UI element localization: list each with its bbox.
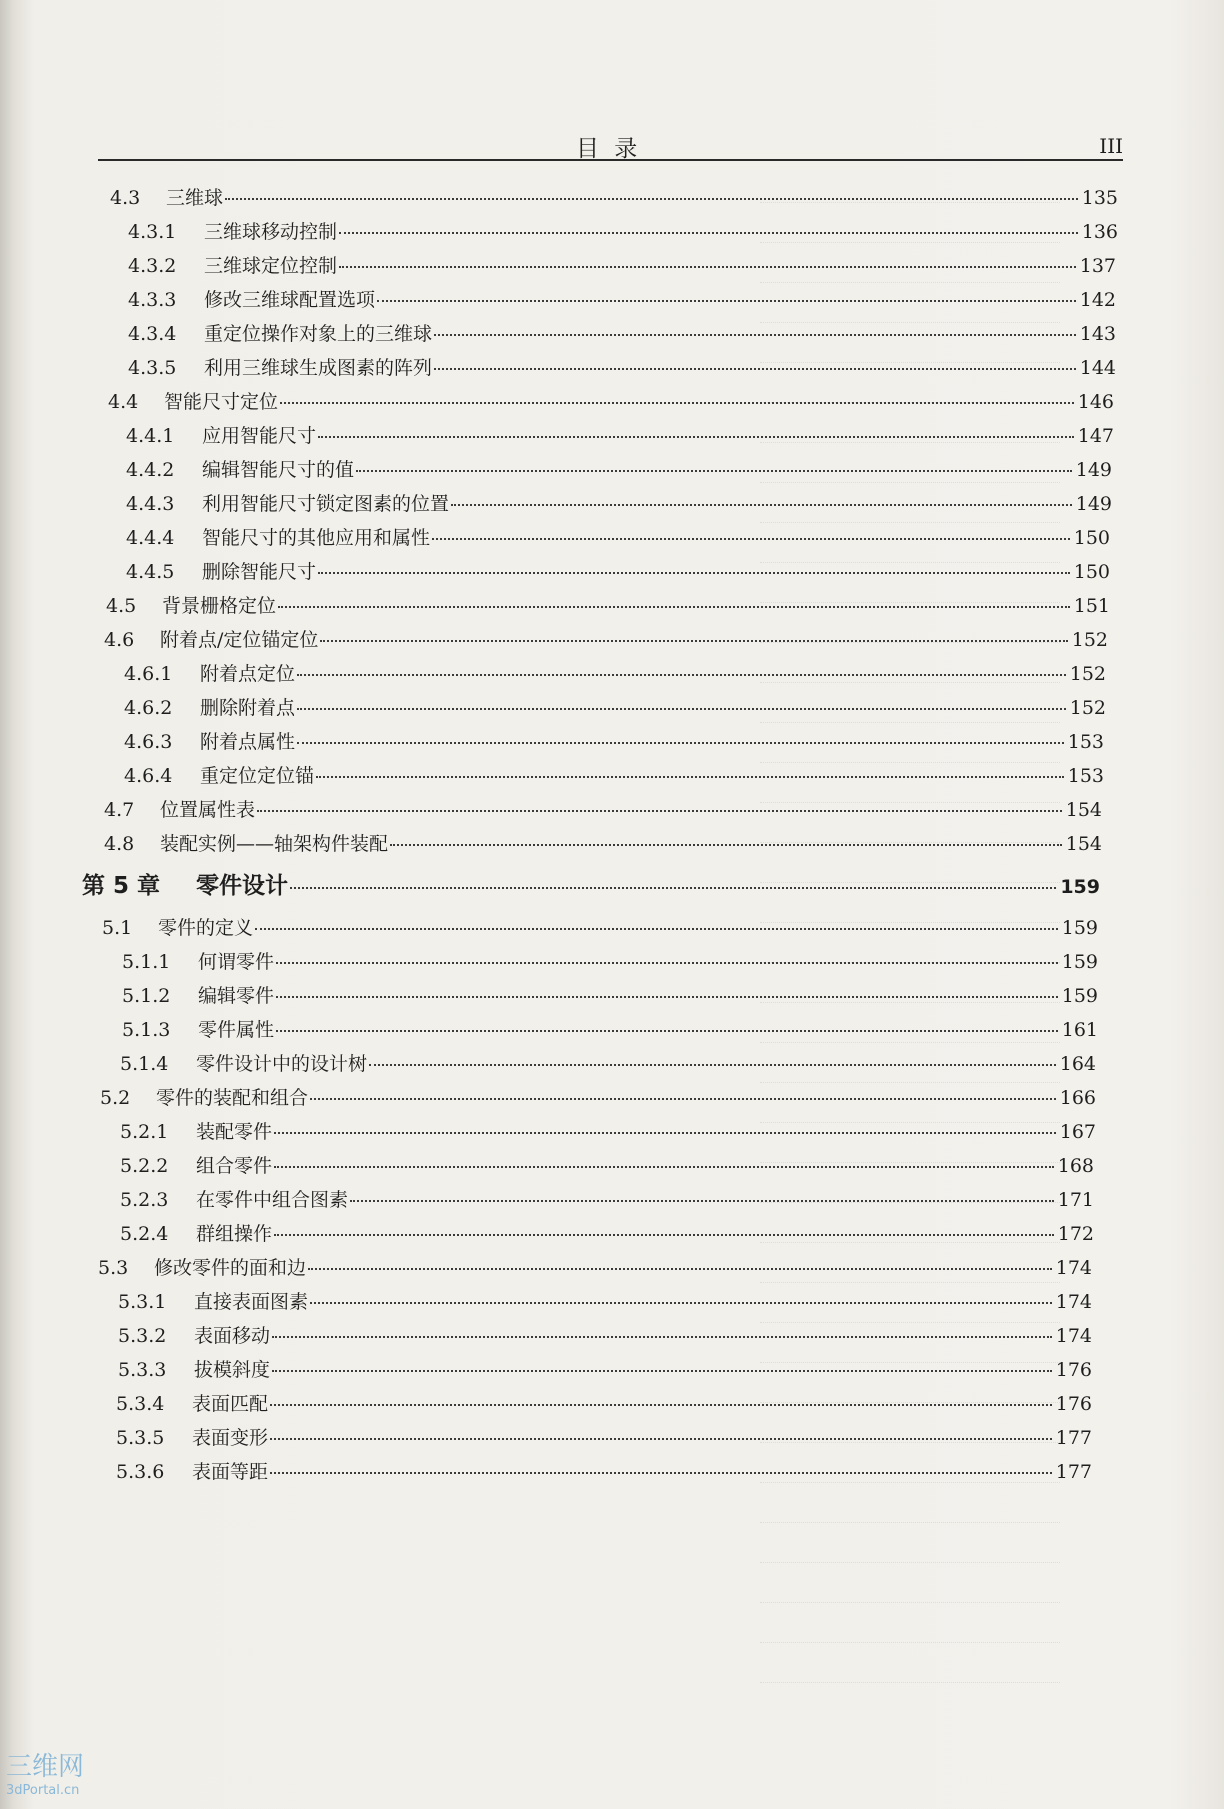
toc-entry-number: 4.6 [104,629,135,651]
toc-entry [116,1457,1092,1484]
toc-leader-dots [434,334,1076,336]
toc-entry-page: 154 [1065,799,1102,821]
toc-entry [126,421,1114,448]
toc-entry-page: 166 [1059,1087,1096,1109]
toc-entry-number: 4.4 [108,391,139,413]
toc-entry [102,913,1098,940]
toc-entry-page: 147 [1077,425,1114,447]
toc-leader-dots [225,198,1078,200]
toc-entry-page: 174 [1055,1325,1092,1347]
toc-entry-number: 4.6.1 [124,663,173,685]
toc-entry-page: 137 [1079,255,1116,277]
toc-entry [106,591,1110,618]
toc-entry-page: 164 [1059,1053,1096,1075]
toc-entry [104,829,1102,856]
toc-entry-page: 154 [1065,833,1102,855]
toc-entry-title: 三维球定位控制 [204,255,338,277]
toc-entry-title: 装配实例——轴架构件装配 [160,833,389,855]
toc-leader-dots [434,368,1076,370]
toc-entry-title: 零件设计中的设计树 [196,1053,368,1075]
toc-entry-number: 5.1.2 [122,985,171,1007]
toc-entry [120,1117,1096,1144]
toc-leader-dots [255,928,1058,930]
toc-leader-dots [297,742,1064,744]
toc-entry [120,1219,1094,1246]
toc-entry-title: 表面等距 [192,1461,269,1483]
toc-entry [104,795,1102,822]
toc-entry-number: 4.3.2 [128,255,177,277]
toc-entry-number: 4.3.5 [128,357,177,379]
toc-entry-page: 159 [1061,951,1098,973]
toc-leader-dots [272,1336,1052,1338]
toc-leader-dots [451,504,1072,506]
toc-entry [98,1253,1092,1280]
toc-entry-title: 附着点/定位锚定位 [160,629,319,651]
toc-entry [122,947,1098,974]
toc-leader-dots [318,436,1074,438]
toc-entry-number: 5.1.4 [120,1053,169,1075]
toc-entry-number: 4.7 [104,799,135,821]
toc-entry-number: 4.6.4 [124,765,173,787]
toc-leader-dots [274,1166,1054,1168]
page-header [98,126,1123,160]
toc-entry-page: 150 [1073,527,1110,549]
toc-entry-number: 4.3.3 [128,289,177,311]
toc-entry [120,1151,1094,1178]
header-rule [98,159,1123,161]
toc-entry [110,183,1118,210]
toc-entry-title: 零件属性 [198,1019,275,1041]
toc-entry-number: 4.6.3 [124,731,173,753]
toc-entry-page: 177 [1055,1461,1092,1483]
toc-entry-number: 5.3.2 [118,1325,167,1347]
toc-entry-number: 5.3.3 [118,1359,167,1381]
toc-entry-page: 144 [1079,357,1116,379]
toc-entry-page: 159 [1060,876,1100,898]
toc-leader-dots [274,1234,1054,1236]
toc-entry-number: 4.3 [110,187,141,209]
toc-entry-title: 零件的定义 [158,917,254,939]
toc-leader-dots [257,810,1062,812]
toc-entry [118,1321,1092,1348]
toc-entry-page: 168 [1057,1155,1094,1177]
toc-entry-title: 编辑零件 [198,985,275,1007]
toc-entry-number: 5.2 [100,1087,131,1109]
toc-entry-number: 5.1.1 [122,951,171,973]
toc-leader-dots [356,470,1072,472]
toc-leader-dots [377,300,1076,302]
toc-leader-dots [369,1064,1056,1066]
toc-entry-number: 第 5 章 [82,873,161,899]
toc-entry-title: 重定位操作对象上的三维球 [204,323,433,345]
toc-entry-page: 143 [1079,323,1116,345]
toc-entry [126,455,1112,482]
header-title: 目 录 [576,136,642,162]
toc-entry-title: 零件的装配和组合 [156,1087,309,1109]
toc-entry [122,1015,1098,1042]
toc-leader-dots [316,776,1064,778]
toc-entry-number: 4.4.2 [126,459,175,481]
toc-leader-dots [270,1404,1052,1406]
toc-entry [128,285,1116,312]
toc-entry-title: 智能尺寸定位 [164,391,279,413]
toc-entry-number: 4.3.4 [128,323,177,345]
toc-entry [126,557,1110,584]
watermark-sub: 3dPortal.cn [6,1783,80,1798]
toc-leader-dots [310,1302,1052,1304]
toc-leader-dots [390,844,1062,846]
toc-entry-title: 重定位定位锚 [200,765,315,787]
header-page-number: III [1099,134,1123,158]
toc-leader-dots [308,1268,1052,1270]
toc-entry-title: 表面变形 [192,1427,269,1449]
toc-entry-title: 删除智能尺寸 [202,561,317,583]
toc-entry [126,489,1112,516]
toc-entry-number: 5.3.1 [118,1291,167,1313]
toc-entry-title: 附着点定位 [200,663,296,685]
toc-entry-number: 5.1 [102,917,133,939]
watermark-main: 三维网 [6,1752,85,1782]
toc-entry [108,387,1114,414]
toc-entry-title: 利用智能尺寸锁定图素的位置 [202,493,450,515]
toc-leader-dots [270,1472,1052,1474]
toc-entry-number: 4.3.1 [128,221,177,243]
toc-entry-number: 4.6.2 [124,697,173,719]
toc-leader-dots [276,1030,1058,1032]
toc-entry [128,319,1116,346]
toc-leader-dots [432,538,1070,540]
toc-entry-title: 何谓零件 [198,951,275,973]
toc-entry-number: 4.8 [104,833,135,855]
toc-entry-title: 拔模斜度 [194,1359,271,1381]
toc-entry-number: 4.4.1 [126,425,175,447]
toc-leader-dots [320,640,1067,642]
toc-entry-page: 142 [1079,289,1116,311]
toc-entry [124,659,1106,686]
toc-entry [116,1389,1092,1416]
toc-entry [118,1287,1092,1314]
toc-leader-dots [274,1132,1056,1134]
toc-entry-page: 153 [1067,731,1104,753]
toc-entry-title: 修改三维球配置选项 [204,289,376,311]
toc-entry-number: 5.3 [98,1257,129,1279]
toc-entry-page: 174 [1055,1257,1092,1279]
toc-entry-page: 152 [1071,629,1108,651]
toc-entry-number: 5.2.3 [120,1189,169,1211]
toc-entry-page: 149 [1075,459,1112,481]
toc-entry [118,1355,1092,1382]
toc-entry-page: 135 [1081,187,1118,209]
toc-entry-title: 表面匹配 [192,1393,269,1415]
toc-entry [128,217,1118,244]
toc-entry-number: 5.1.3 [122,1019,171,1041]
toc-entry [126,523,1110,550]
toc-entry-number: 5.3.4 [116,1393,165,1415]
toc-entry-page: 176 [1055,1393,1092,1415]
toc-entry-page: 150 [1073,561,1110,583]
toc-entry-number: 4.4.3 [126,493,175,515]
toc-entry-title: 在零件中组合图素 [196,1189,349,1211]
toc-entry-number: 4.4.5 [126,561,175,583]
toc-entry-page: 176 [1055,1359,1092,1381]
toc-entry-title: 表面移动 [194,1325,271,1347]
toc-entry [124,761,1104,788]
toc-entry [122,981,1098,1008]
toc-entry [124,693,1106,720]
toc-entry [100,1083,1096,1110]
toc-leader-dots [318,572,1070,574]
toc-entry [104,625,1108,652]
toc-entry-number: 5.2.2 [120,1155,169,1177]
toc-entry-title: 群组操作 [196,1223,273,1245]
toc-entry-title: 删除附着点 [200,697,296,719]
toc-entry-page: 172 [1057,1223,1094,1245]
toc-entry-number: 5.3.6 [116,1461,165,1483]
toc-entry [128,353,1116,380]
toc-entry-page: 171 [1057,1189,1094,1211]
toc-leader-dots [270,1438,1052,1440]
toc-entry-page: 161 [1061,1019,1098,1041]
toc-leader-dots [276,962,1058,964]
toc-entry-title: 利用三维球生成图素的阵列 [204,357,433,379]
toc-entry-title: 三维球移动控制 [204,221,338,243]
toc-entry [120,1049,1096,1076]
toc-leader-dots [339,266,1076,268]
toc-entry-number: 5.2.4 [120,1223,169,1245]
toc-entry-title: 智能尺寸的其他应用和属性 [202,527,431,549]
toc-entry-number: 4.5 [106,595,137,617]
toc-entry-page: 159 [1061,917,1098,939]
toc-leader-dots [278,606,1070,608]
toc-entry-title: 附着点属性 [200,731,296,753]
toc-entry-page: 174 [1055,1291,1092,1313]
toc-leader-dots [297,708,1066,710]
toc-entry-number: 4.4.4 [126,527,175,549]
toc-leader-dots [339,232,1078,234]
toc-entry-page: 136 [1081,221,1118,243]
toc-entry-page: 167 [1059,1121,1096,1143]
toc-entry-title: 位置属性表 [160,799,256,821]
toc-entry-title: 三维球 [166,187,224,209]
toc-leader-dots [350,1200,1054,1202]
toc-entry [128,251,1116,278]
toc-leader-dots [297,674,1066,676]
toc-entry-page: 151 [1073,595,1110,617]
toc-entry-title: 修改零件的面和边 [154,1257,307,1279]
toc-leader-dots [272,1370,1052,1372]
toc-leader-dots [310,1098,1056,1100]
toc-entry-number: 5.2.1 [120,1121,169,1143]
toc-entry [116,1423,1092,1450]
toc-entry-title: 直接表面图素 [194,1291,309,1313]
toc-leader-dots [280,402,1074,404]
toc-entry-number: 5.3.5 [116,1427,165,1449]
site-watermark [6,1752,85,1803]
toc-entry-title: 背景栅格定位 [162,595,277,617]
toc-entry-title: 编辑智能尺寸的值 [202,459,355,481]
toc-entry-page: 177 [1055,1427,1092,1449]
toc-entry-page: 159 [1061,985,1098,1007]
toc-entry-page: 152 [1069,663,1106,685]
toc-entry-title: 组合零件 [196,1155,273,1177]
toc-leader-dots [290,887,1056,889]
toc-entry-title: 装配零件 [196,1121,273,1143]
toc-entry-title: 应用智能尺寸 [202,425,317,447]
toc-entry-page: 146 [1077,391,1114,413]
toc-entry-page: 152 [1069,697,1106,719]
toc-entry [124,727,1104,754]
toc-chapter-entry [82,867,1100,900]
toc-entry [120,1185,1094,1212]
toc-entry-page: 149 [1075,493,1112,515]
toc-entry-title: 零件设计 [196,873,288,899]
toc-entry-page: 153 [1067,765,1104,787]
toc-leader-dots [276,996,1058,998]
